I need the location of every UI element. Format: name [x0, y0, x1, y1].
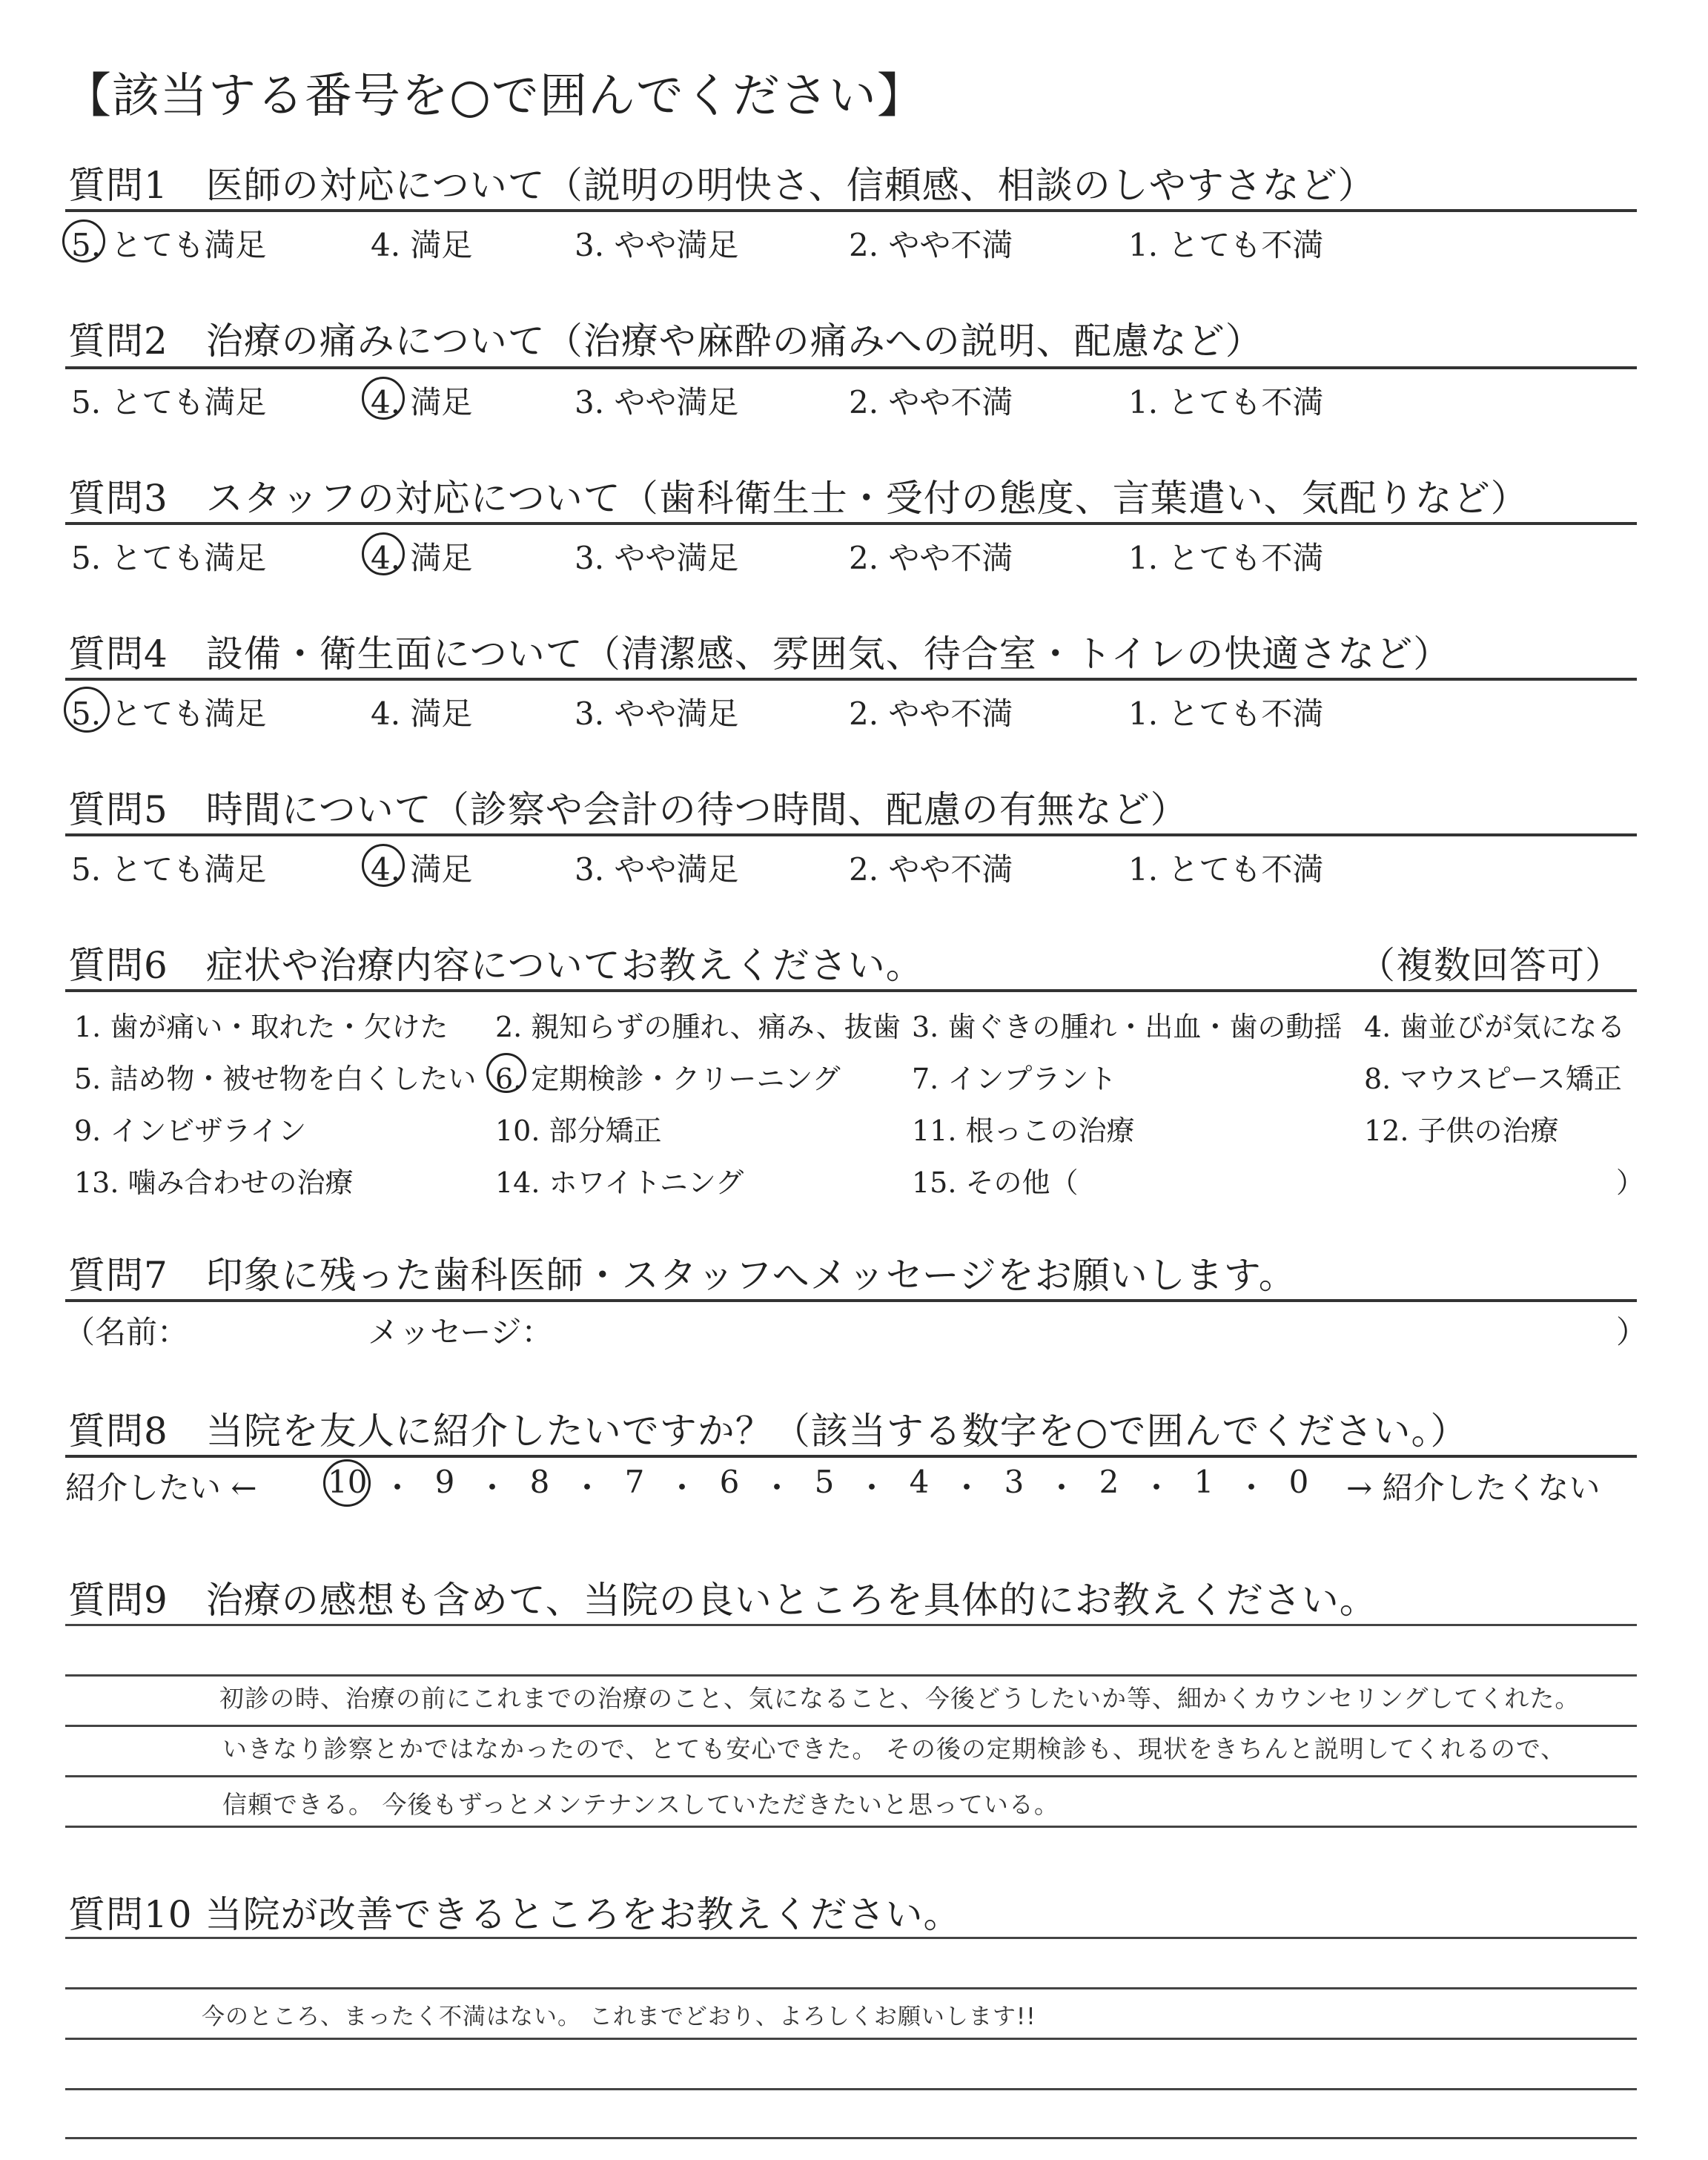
- q9-answer-line-3: 信頼できる。 今後もずっとメンテナンスしていただきたいと思っている。: [222, 1790, 1059, 1819]
- scale-value-0[interactable]: 0: [1288, 1464, 1309, 1500]
- q4-option-3[interactable]: 3. やや満足: [575, 696, 739, 732]
- q8-title: 質問8 当院を友人に紹介したいですか？（該当する数字を○で囲んでください。）: [68, 1410, 1469, 1453]
- q6-item-4[interactable]: 4. 歯並びが気になる: [1364, 1011, 1626, 1043]
- q1-selected-circle: [62, 219, 105, 262]
- q1-option-3[interactable]: 3. やや満足: [575, 227, 739, 263]
- q7-message-label: メッセージ：: [368, 1314, 553, 1350]
- q6-item-11[interactable]: 11. 根っこの治療: [912, 1114, 1135, 1147]
- q2-title: 質問2 治療の痛みについて（治療や麻酔の痛みへの説明、配慮など）: [68, 320, 1263, 363]
- scale-separator: ・: [761, 1470, 792, 1506]
- q6-item-3[interactable]: 3. 歯ぐきの腫れ・出血・歯の動揺: [912, 1011, 1343, 1043]
- q2-rule: [65, 366, 1637, 369]
- scale-value-4[interactable]: 4: [909, 1464, 930, 1500]
- q10-line-3: [65, 2038, 1637, 2040]
- q9-answer-line-1: 初診の時、治療の前にこれまでの治療のこと、気になること、今後どうしたいか等、細かくカウンセリングしてくれた。: [219, 1684, 1580, 1713]
- q10-answer-line-1: 今のところ、まったく不満はない。 これまでどおり、よろしくお願いします!!: [202, 2004, 1036, 2030]
- scale-separator: ・: [1140, 1470, 1172, 1506]
- q4-rule: [65, 678, 1637, 681]
- recommend-scale: [328, 1464, 1311, 1508]
- q10-line-4: [65, 2088, 1637, 2090]
- q2-option-4[interactable]: 4. 満足: [371, 384, 473, 420]
- instruction-heading: 【該当する番号を○で囲んでください】: [64, 69, 925, 124]
- q2-option-5[interactable]: 5. とても満足: [71, 384, 267, 420]
- q6-item-7[interactable]: 7. インプラント: [912, 1063, 1117, 1095]
- q4-option-1[interactable]: 1. とても不満: [1128, 696, 1324, 732]
- q8-right-label: → 紹介したくない: [1346, 1470, 1601, 1506]
- q3-selected-circle: [362, 532, 405, 575]
- q6-item-2[interactable]: 2. 親知らずの腫れ、痛み、抜歯: [495, 1011, 901, 1043]
- q6-item-9[interactable]: 9. インビザライン: [74, 1114, 307, 1147]
- q6-item-8[interactable]: 8. マウスピース矯正: [1364, 1063, 1622, 1095]
- q8-left-label: 紹介したい ←: [65, 1470, 257, 1506]
- q2-option-1[interactable]: 1. とても不満: [1128, 384, 1324, 420]
- scale-value-5[interactable]: 5: [814, 1464, 835, 1500]
- scale-separator: ・: [855, 1470, 887, 1506]
- scale-separator: ・: [666, 1470, 698, 1506]
- scale-separator: ・: [571, 1470, 603, 1506]
- q3-rule: [65, 522, 1637, 525]
- scale-value-6[interactable]: 6: [719, 1464, 740, 1500]
- q9-line-4: [65, 1775, 1637, 1777]
- scale-separator: ・: [476, 1470, 508, 1506]
- q4-title: 質問4 設備・衛生面について（清潔感、雰囲気、待合室・トイレの快適さなど）: [68, 633, 1452, 676]
- q6-item-14[interactable]: 14. ホワイトニング: [495, 1166, 744, 1199]
- q6-item-6[interactable]: 6. 定期検診・クリーニング: [495, 1063, 841, 1095]
- q5-selected-circle: [362, 844, 405, 887]
- scale-value-7[interactable]: 7: [624, 1464, 645, 1500]
- q6-item-1[interactable]: 1. 歯が痛い・取れた・欠けた: [74, 1011, 448, 1043]
- q10-title: 質問10 当院が改善できるところをお教えください。: [68, 1893, 961, 1936]
- scale-separator: ・: [950, 1470, 982, 1506]
- q9-answer-line-2: いきなり診察とかではなかったので、とても安心できた。 その後の定期検診も、現状をきちんと説明してくれるので、: [222, 1734, 1566, 1763]
- q1-option-4[interactable]: 4. 満足: [371, 227, 473, 263]
- scale-value-9[interactable]: 9: [434, 1464, 455, 1500]
- q5-title: 質問5 時間について（診察や会計の待つ時間、配慮の有無など）: [68, 788, 1188, 831]
- q6-item-10[interactable]: 10. 部分矯正: [495, 1114, 662, 1147]
- q1-option-2[interactable]: 2. やや不満: [849, 227, 1013, 263]
- q10-line-5: [65, 2137, 1637, 2139]
- q8-selected-circle: [323, 1459, 371, 1507]
- scale-value-8[interactable]: 8: [529, 1464, 550, 1500]
- q1-title: 質問1 医師の対応について（説明の明快さ、信頼感、相談のしやすさなど）: [68, 164, 1376, 207]
- q6-item-12[interactable]: 12. 子供の治療: [1364, 1114, 1559, 1147]
- q1-option-1[interactable]: 1. とても不満: [1128, 227, 1324, 263]
- scale-separator: ・: [381, 1470, 413, 1506]
- q2-option-3[interactable]: 3. やや満足: [575, 384, 739, 420]
- q6-other-close: ）: [1616, 1166, 1645, 1199]
- q5-option-2[interactable]: 2. やや不満: [849, 851, 1013, 888]
- q2-selected-circle: [362, 377, 405, 420]
- scale-separator: ・: [1235, 1470, 1267, 1506]
- scale-value-1[interactable]: 1: [1194, 1464, 1214, 1500]
- q6-selected-circle: [486, 1053, 526, 1093]
- q5-option-4[interactable]: 4. 満足: [371, 851, 473, 888]
- q10-line-2: [65, 1987, 1637, 1989]
- q8-rule: [65, 1455, 1637, 1458]
- q3-title: 質問3 スタッフの対応について（歯科衛生士・受付の態度、言葉遣い、気配りなど）: [68, 477, 1529, 520]
- scale-value-10[interactable]: 10: [328, 1464, 368, 1500]
- q7-title: 質問7 印象に残った歯科医師・スタッフへメッセージをお願いします。: [68, 1254, 1297, 1297]
- q5-option-5[interactable]: 5. とても満足: [71, 851, 267, 888]
- q3-option-4[interactable]: 4. 満足: [371, 540, 473, 576]
- q10-line-1: [65, 1937, 1637, 1939]
- q9-line-3: [65, 1725, 1637, 1727]
- q3-option-1[interactable]: 1. とても不満: [1128, 540, 1324, 576]
- q7-name-label: （名前：: [64, 1314, 189, 1350]
- q5-option-1[interactable]: 1. とても不満: [1128, 851, 1324, 888]
- q4-option-4[interactable]: 4. 満足: [371, 696, 473, 732]
- q5-option-3[interactable]: 3. やや満足: [575, 851, 739, 888]
- q9-line-2: [65, 1674, 1637, 1677]
- q9-line-5: [65, 1826, 1637, 1828]
- q3-option-2[interactable]: 2. やや不満: [849, 540, 1013, 576]
- q6-item-15[interactable]: 15. その他（: [912, 1166, 1079, 1199]
- q6-title: 質問6 症状や治療内容についてお教えください。: [68, 944, 924, 987]
- q9-line-1: [65, 1624, 1637, 1626]
- q9-title: 質問9 治療の感想も含めて、当院の良いところを具体的にお教えください。: [68, 1579, 1377, 1622]
- scale-separator: ・: [1045, 1470, 1077, 1506]
- q1-rule: [65, 209, 1637, 212]
- q4-selected-circle: [64, 687, 110, 733]
- scale-value-3[interactable]: 3: [1004, 1464, 1025, 1500]
- q3-option-5[interactable]: 5. とても満足: [71, 540, 267, 576]
- q6-rule: [65, 989, 1637, 992]
- q6-note: （複数回答可）: [1358, 944, 1623, 987]
- q5-rule: [65, 833, 1637, 836]
- q7-close-paren: ）: [1616, 1314, 1648, 1350]
- q4-option-5[interactable]: 5. とても満足: [71, 696, 267, 732]
- q3-option-3[interactable]: 3. やや満足: [575, 540, 739, 576]
- q6-item-5[interactable]: 5. 詰め物・被せ物を白くしたい: [74, 1063, 477, 1095]
- q6-item-13[interactable]: 13. 噛み合わせの治療: [74, 1166, 354, 1199]
- q1-option-5[interactable]: 5. とても満足: [71, 227, 267, 263]
- q2-option-2[interactable]: 2. やや不満: [849, 384, 1013, 420]
- q7-rule: [65, 1299, 1637, 1302]
- scale-value-2[interactable]: 2: [1099, 1464, 1119, 1500]
- q4-option-2[interactable]: 2. やや不満: [849, 696, 1013, 732]
